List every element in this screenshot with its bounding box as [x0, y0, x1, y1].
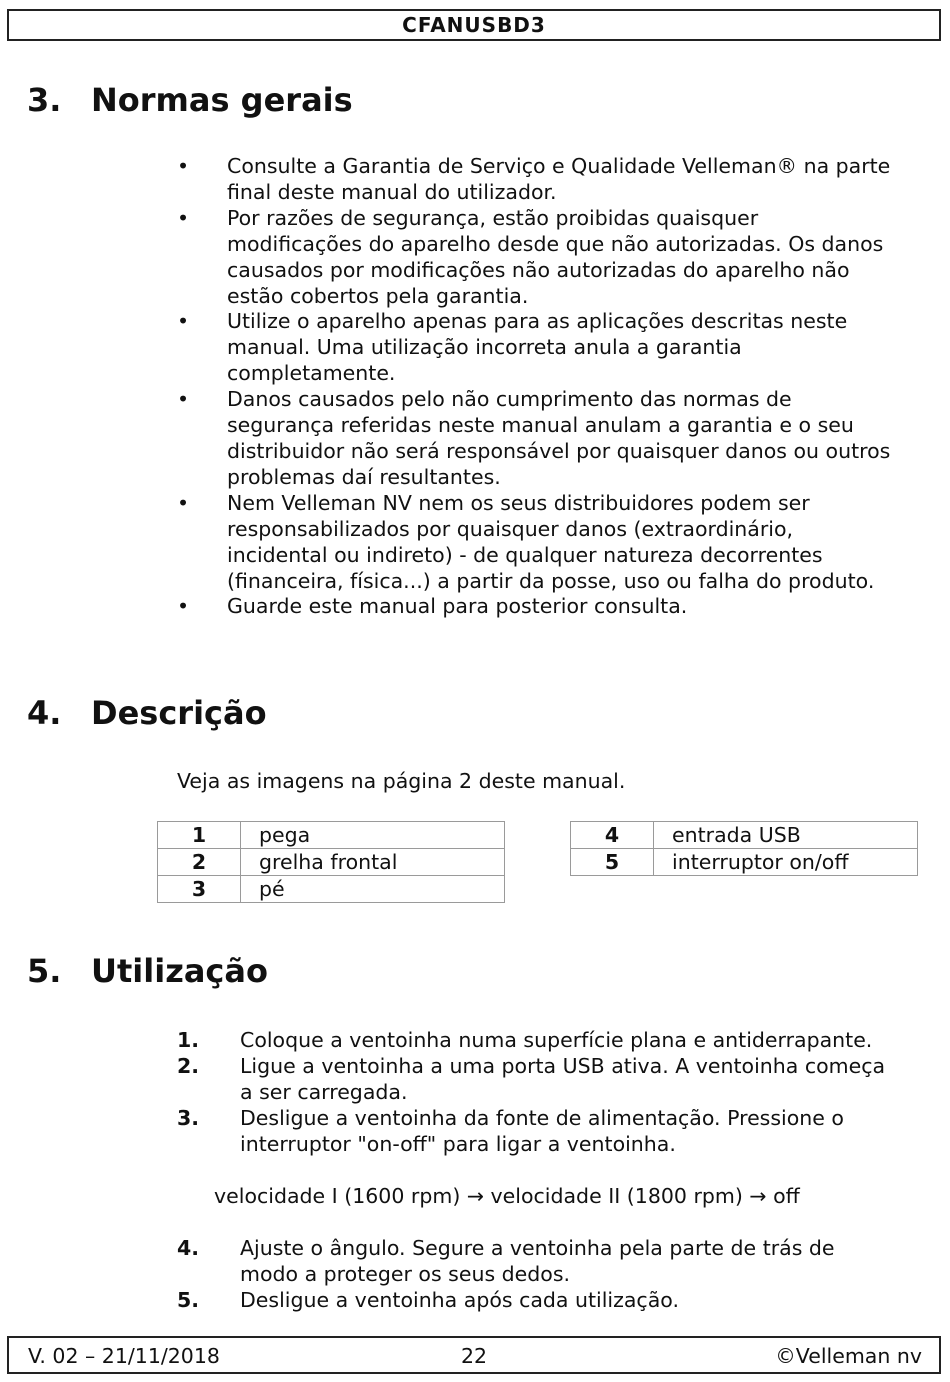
step-text: Coloque a ventoinha numa superfície plana e antiderrapante.	[240, 1028, 873, 1052]
footer-version: V. 02 – 21/11/2018	[28, 1344, 220, 1368]
section-3-number: 3.	[27, 81, 62, 119]
table-row	[571, 849, 918, 876]
part-label: pega	[241, 822, 505, 849]
section-3-title: Normas gerais	[91, 81, 353, 119]
section-3-heading	[27, 80, 353, 120]
part-label: grelha frontal	[241, 849, 505, 876]
footer-page-number: 22	[460, 1344, 488, 1368]
step-number: 4.	[177, 1236, 200, 1260]
parts-table-left	[157, 821, 505, 903]
list-item: • Nem Velleman NV nem os seus distribuidores podem ser responsabilizados por quaisquer danos (extraordinário, incidental ou indireto) - de qualquer natureza decorrentes (financeira, física...) a partir da posse, uso ou falha do produto.	[175, 491, 895, 595]
list-item: • Por razões de segurança, estão proibidas quaisquer modificações do aparelho desde que não autorizadas. Os danos causados por modificações não autorizadas do aparelho não estão cobertos pela garantia.	[175, 206, 895, 310]
list-item	[177, 1106, 897, 1158]
header-title: CFANUSBD3	[402, 13, 546, 37]
document-footer	[7, 1336, 941, 1374]
part-number: 3	[158, 876, 241, 903]
document-header	[7, 9, 941, 41]
list-item: • Danos causados pelo não cumprimento das normas de segurança referidas neste manual anulam a garantia e o seu distribuidor não será responsável por quaisquer danos ou outros problemas daí resultantes.	[175, 387, 895, 491]
list-item	[177, 1054, 897, 1106]
section-5-number: 5.	[27, 952, 62, 990]
table-row	[571, 822, 918, 849]
step-text: Desligue a ventoinha da fonte de alimentação. Pressione o interruptor "on-off" para ligar a ventoinha.	[240, 1105, 844, 1156]
parts-table-right	[570, 821, 918, 876]
step-number: 3.	[177, 1105, 200, 1130]
list-item: • Utilize o aparelho apenas para as aplicações descritas neste manual. Uma utilização incorreta anula a garantia completamente.	[175, 309, 895, 387]
general-rules-list	[175, 154, 895, 620]
table-row	[158, 876, 505, 903]
section-4-heading	[27, 693, 267, 733]
part-number: 5	[571, 849, 654, 876]
section-5-heading	[27, 951, 268, 991]
part-number: 1	[158, 822, 241, 849]
step-text: Desligue a ventoinha após cada utilização.	[240, 1287, 679, 1312]
footer-copyright: ©Velleman nv	[775, 1344, 922, 1368]
step-number: 2.	[177, 1053, 200, 1078]
section-4-number: 4.	[27, 694, 62, 732]
table-row	[158, 822, 505, 849]
part-number: 4	[571, 822, 654, 849]
step-number: 5.	[177, 1287, 200, 1312]
part-label: interruptor on/off	[654, 849, 918, 876]
list-item	[177, 1028, 897, 1054]
usage-steps-list-continued	[177, 1236, 897, 1314]
speed-sequence: velocidade I (1600 rpm) → velocidade II (1800 rpm) → off	[214, 1184, 800, 1208]
table-row	[158, 849, 505, 876]
section-4-title: Descrição	[91, 694, 267, 732]
description-intro: Veja as imagens na página 2 deste manual.	[177, 769, 626, 793]
part-label: pé	[241, 876, 505, 903]
list-item: • Consulte a Garantia de Serviço e Qualidade Velleman® na parte final deste manual do utilizador.	[175, 154, 895, 206]
step-text: Ligue a ventoinha a uma porta USB ativa. A ventoinha começa a ser carregada.	[240, 1053, 886, 1104]
list-item	[177, 1288, 897, 1314]
list-item	[177, 1236, 897, 1288]
list-item: • Guarde este manual para posterior consulta.	[175, 594, 895, 620]
step-number: 1.	[177, 1028, 200, 1052]
usage-steps-list	[177, 1028, 897, 1158]
part-number: 2	[158, 849, 241, 876]
section-5-title: Utilização	[91, 952, 268, 990]
part-label: entrada USB	[654, 822, 918, 849]
step-text: Ajuste o ângulo. Segure a ventoinha pela parte de trás de modo a proteger os seus dedos.	[240, 1236, 835, 1286]
